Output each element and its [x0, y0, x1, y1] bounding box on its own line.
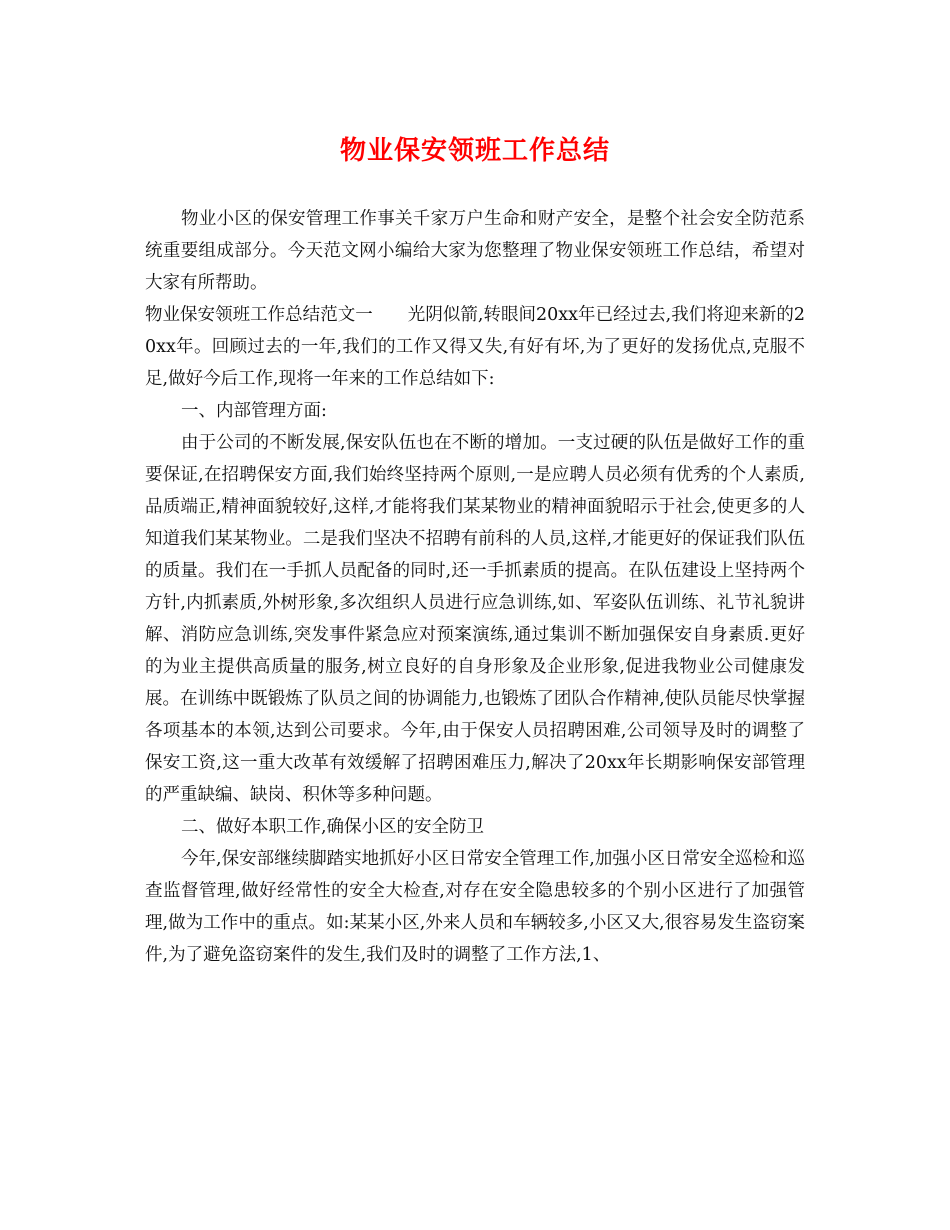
document-title: 物业保安领班工作总结	[339, 136, 610, 166]
paragraph-intro: 物业小区的保安管理工作事关千家万户生命和财产安全，是整个社会安全防范系统重要组成部分。今天范文网小编给大家为您整理了物业保安领班工作总结，希望对大家有所帮助。	[145, 209, 805, 293]
paragraph-internal-management: 由于公司的不断发展,保安队伍也在不断的增加。一支过硬的队伍是做好工作的重要保证,在招聘保安方面,我们始终坚持两个原则,一是应聘人员必须有优秀的个人素质,品质端正,精神面貌较好,这样,才能将我们某某物业的精神面貌昭示于社会,使更多的人知道我们某某物业。二是我们坚决不招聘有前科的人员,这样,才能更好的保证我们队伍的质量。我们在一手抓人员配备的同时,还一手抓素质的提高。在队伍建设上坚持两个方针,内抓素质,外树形象,多次组织人员进行应急训练,如、军姿队伍训练、礼节礼貌讲解、消防应急训练,突发事件紧急应对预案演练,通过集训不断加强保安自身素质.更好的为业主提供高质量的服务,树立良好的自身形象及企业形象,促进我物业公司健康发展。在训练中既锻炼了队员之间的协调能力,也锻炼了团队合作精神,使队员能尽快掌握各项基本的本领,达到公司要求。今年,由于保安人员招聘困难,公司领导及时的调整了保安工资,这一重大改革有效缓解了招聘困难压力,解决了20xx年长期影响保安部管理的严重缺编、缺岗、积休等多种问题。	[145, 433, 805, 805]
paragraph-sample-one: 物业保安领班工作总结范文一 光阴似箭,转眼间20xx年已经过去,我们将迎来新的20xx年。回顾过去的一年,我们的工作又得又失,有好有坏,为了更好的发扬优点,克服不足,做好今后工作,现将一年来的工作总结如下:	[145, 305, 805, 389]
document-body	[145, 203, 805, 971]
section-heading-internal-management: 一、内部管理方面:	[181, 401, 327, 421]
section-heading-security-duty: 二、做好本职工作,确保小区的安全防卫	[181, 817, 485, 837]
paragraph-security-duty: 今年,保安部继续脚踏实地抓好小区日常安全管理工作,加强小区日常安全巡检和巡查监督管理,做好经常性的安全大检查,对存在安全隐患较多的个别小区进行了加强管理,做为工作中的重点。如:某某小区,外来人员和车辆较多,小区又大,很容易发生盗窃案件,为了避免盗窃案件的发生,我们及时的调整了工作方法,1、	[145, 849, 805, 965]
